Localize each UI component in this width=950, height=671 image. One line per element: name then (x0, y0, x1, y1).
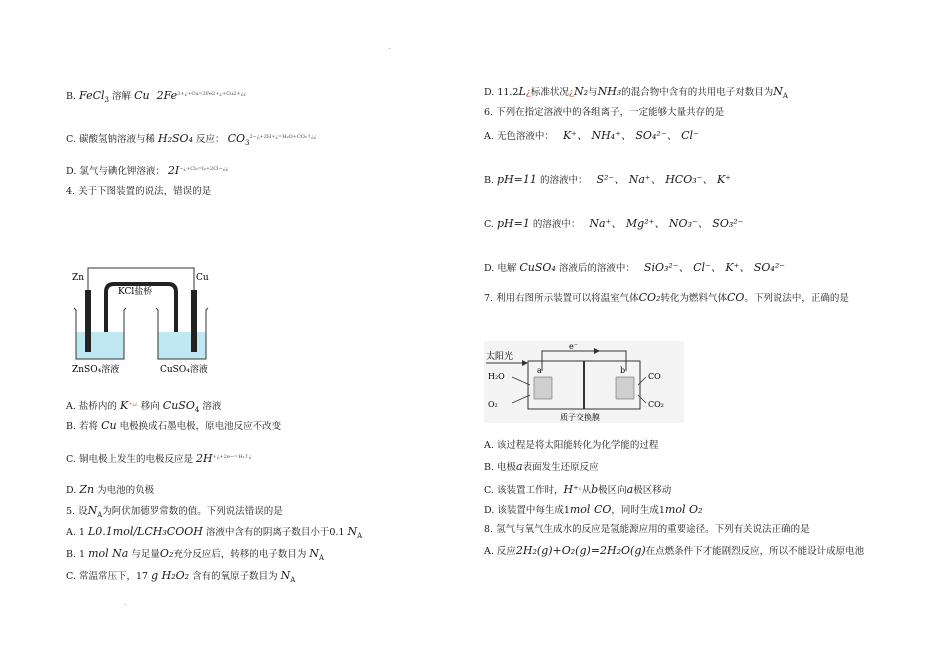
option-7d: D. 该装置中每生成1mol CO，同时生成1mol O₂ (484, 503, 703, 516)
option-3d: D. 氯气与碘化钾溶液： $2I^{-¿+Cl_2=I_2+2Cl-¿¿}$ (66, 164, 229, 178)
option-6c: C. pH=1 的溶液中： Na⁺、 Mg²⁺、 NO₃⁻、 SO₃²⁻ (484, 217, 744, 230)
option-7a: A. 该过程是将太阳能转化为化学能的过程 (484, 440, 659, 451)
option-4a: A. 盐桥内的 K+¿¿ 移向 CuSO$_4$ 溶液 (66, 399, 222, 415)
option-4c: C. 铜电极上发生的电极反应是 $2H^{+¿+2e-=H_2↑¿}$ (66, 452, 252, 466)
zn-label: Zn (72, 273, 85, 283)
page-mark-bottom: . (124, 598, 127, 607)
co-label: CO (648, 372, 661, 381)
option-4d: D. Zn 为电池的负极 (66, 483, 155, 496)
option-5c: C. 常温常压下，17 g H₂O₂ 含有的氧原子数目为 $N_A$ (66, 569, 296, 584)
galvanic-cell-figure (66, 262, 216, 377)
right-solution-label: CuSO₄溶液 (160, 365, 208, 375)
left-solution-label: ZnSO₄溶液 (72, 365, 120, 375)
option-3b: B. FeCl$_3$ 溶解 Cu $2Fe^{3+¿+Cu=2Fe2+¿+Cu2+¿¿}$ (66, 89, 247, 105)
option-3c: C. 碳酸氢钠溶液与稀 H₂SO₄ 反应： $CO_3^{2-¿+2H+¿=H_2O+CO_2↑¿¿}$ (66, 132, 317, 148)
question-6: 6. 下列在指定溶液中的各组离子，一定能够大量共存的是 (484, 107, 725, 118)
option-7b: B. 电极a表面发生还原反应 (484, 460, 599, 473)
membrane-label: 质子交换膜 (560, 413, 600, 422)
h2o-label: H₂O (488, 372, 505, 381)
electrode-a-label: a (537, 366, 542, 375)
option-7c: C. 该装置工作时，H⁺¿从b极区向a极区移动 (484, 483, 672, 497)
electrode-b-label: b (620, 366, 626, 375)
option-6a: A. 无色溶液中： K⁺、 NH₄⁺、 SO₄²⁻、 Cl⁻ (484, 129, 699, 142)
o2-label: O₂ (488, 400, 498, 409)
option-4b: B. 若将 Cu 电极换成石墨电极，原电池反应不改变 (66, 419, 282, 432)
cu-electrode (191, 290, 197, 352)
electron-label: e⁻ (569, 342, 578, 351)
option-6d: D. 电解 CuSO₄ 溶液后的溶液中： SiO₃²⁻、 Cl⁻、 K⁺、 SO₄²⁻ (484, 261, 786, 274)
option-6b: B. pH=11 的溶液中： S²⁻、 Na⁺、 HCO₃⁻、 K⁺ (484, 173, 731, 186)
question-7: 7. 利用右图所示装置可以将温室气体CO₂转化为燃料气体CO。下列说法中，正确的是 (484, 291, 849, 304)
electrode-b (616, 377, 634, 399)
electrode-a (534, 377, 552, 399)
co2-label: CO₂ (648, 400, 664, 409)
page-mark-top: . (388, 42, 391, 51)
sunlight-label: 太阳光 (486, 352, 514, 362)
option-5d: D. 11.2L¿标准状况¿N₂与NH₃的混合物中含有的共用电子对数目为$N_A$ (484, 85, 788, 100)
right-solution (158, 332, 206, 359)
question-8: 8. 氢气与氧气生成水的反应是氢能源应用的重要途径。下列有关说法正确的是 (484, 524, 810, 535)
co2-reduction-figure (484, 341, 684, 423)
bridge-label: KCl盐桥 (118, 287, 153, 297)
option-5a: A. 1 L0.1mol/LCH₃COOH 溶液中含有的阴离子数目小于0.1 $N_A$ (66, 525, 363, 540)
question-4: 4. 关于下图装置的说法，错误的是 (66, 186, 212, 197)
question-5: 5. 设$N_A$为阿伏加德罗常数的值。下列说法错误的是 (66, 504, 283, 519)
left-solution (76, 332, 124, 359)
option-8a: A. 反应2H₂(g)+O₂(g)=2H₂O(g)在点燃条件下才能剧烈反应，所以不能设计成原电池 (484, 544, 865, 557)
zn-electrode (85, 290, 91, 352)
option-5b: B. 1 mol Na 与足量O₂充分反应后，转移的电子数目为 $N_A$ (66, 547, 325, 562)
cu-label: Cu (196, 273, 209, 283)
